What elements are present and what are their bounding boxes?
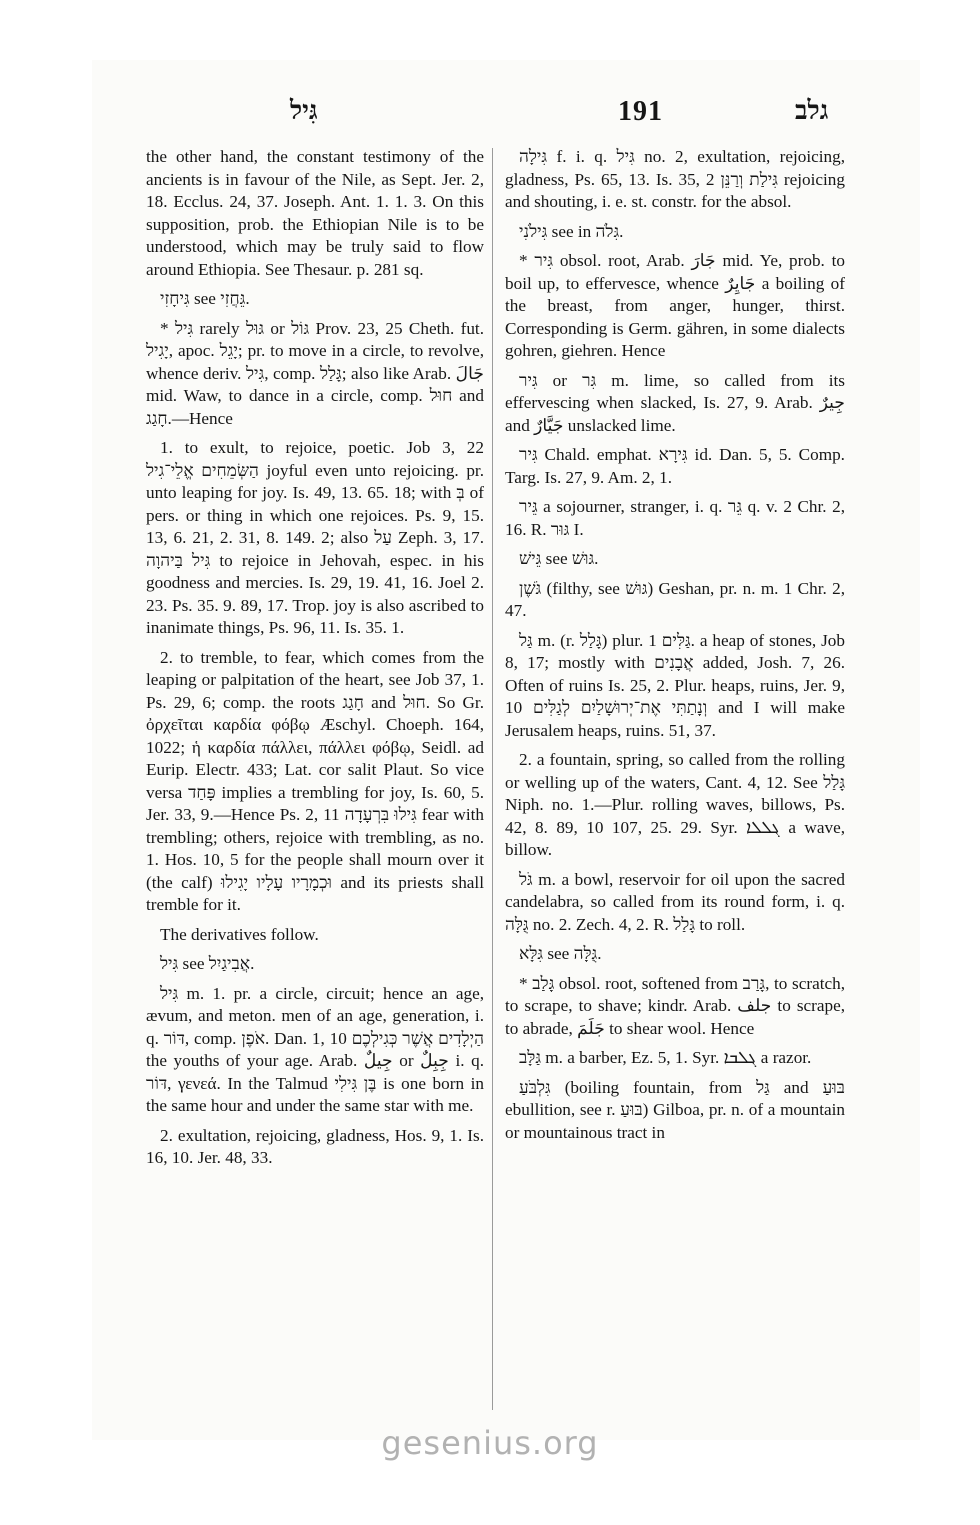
entry-paragraph: גִּיל see אֲבִיגַיִל. bbox=[160, 954, 255, 973]
entry-paragraph: גִּילֹנִי see in גִּלֹה. bbox=[519, 221, 624, 241]
entry-paragraph: גֹּל m. a bowl, reservoir for oil upon the sacred candelabra, so called from its round form, i. q. גֻּלָּה no. 2. Zech. 4, 2. R. גָּלַל to roll. bbox=[505, 869, 845, 934]
entry-paragraph: גַּל m. (r. גָּלַל) plur. גַּלִּים 1. a heap of stones, Job 8, 17; mostly with אֲבָנִים added, Josh. 7, 26. Often of ruins Is. 25, 2. Plur. heaps, ruins, Jer. 9, 10 וְנָתַתִּי אֶת־יְרוּשָׁלַיִם לְגַלִּים and I will make Jerusalem heaps, ruins. 51, 37. bbox=[505, 630, 845, 740]
running-header bbox=[140, 96, 840, 136]
entry-paragraph: 2. exultation, rejoicing, gladness, Hos. 9, 1. Is. 16, 10. Jer. 48, 33. bbox=[146, 1125, 484, 1167]
page-number: 191 bbox=[618, 96, 663, 127]
column-divider bbox=[492, 148, 493, 1410]
entry-paragraph: גִּיר Chald. emphat. גִּירָא id. Dan. 5, 5. Comp. Targ. Is. 27, 9. Am. 2, 1. bbox=[505, 445, 845, 487]
entry-paragraph: גֹּשֶׁן (filthy, see גּוּשׁ) Geshan, pr. n. m. 1 Chr. 2, 47. bbox=[505, 578, 845, 620]
entry-paragraph: * גָּלַב obsol. root, softened from גָּרַב, to scratch, to scrape, to shave; kindr. Arab. جلف to scrape, to abrade, جَلَمَ to shear wool. Hence bbox=[505, 973, 845, 1038]
entry-paragraph: גִּיל m. 1. pr. a circle, circuit; hence an age, ævum, and meton. men of an age, generation, i. q. דּוֹר, comp. אֹפֶן. Dan. 1, 10 הַיְלָדִים אֲשֶׁר כְּגִילְכֶם the youths of your age. Arab. جِيلٌ or جِبِلٌ i. q. דּוֹר, γενεά. In the Talmud בֶּן גִּילִי is one born in the same hour and under the same star with me. bbox=[146, 983, 484, 1115]
entry-paragraph: 2. a fountain, spring, so called from the rolling or welling up of the waters, Cant. 4, 12. See גָּלַל Niph. no. 1.—Plur. rolling waves, billows, Ps. 42, 8. 89, 10 107, 25. 29. Syr. ܓܠܠܐ a wave, billow. bbox=[505, 750, 845, 859]
entry-paragraph: 1. to exult, to rejoice, poetic. Job 3, 22 הַשְּׂמֵחִים אֱלֵי־גִיל joyful even unto rejoicing. pr. unto leaping for joy. Is. 49, 13. 65. 18; with בְּ of pers. or thing in which one rejoices. Ps. 9, 15. 13, 6. 21, 2. 31, 8. 149. 2; also עַל Zeph. 3, 17. גִּיל בַּיהוָה to rejoice in Jehovah, espec. in his goodness and mercies. Is. 29, 19. 41, 16. Joel 2. 23. Ps. 35. 9. 89, 17. Trop. joy is also ascribed to inanimate things, Ps. 96, 11. Is. 35. 1. bbox=[146, 438, 484, 637]
entry-paragraph: גֵּיר a sojourner, stranger, i. q. גֵּר q. v. 2 Chr. 2, 16. R. גּוּר I. bbox=[505, 497, 845, 539]
entry-paragraph: the other hand, the constant testimony of the ancients is in favour of the Nile, as Sept. Jer. 2, 18. Ecclus. 24, 37. Joseph. Ant. 1. 1. 3. On this supposition, prob. the Ethiopian Nile is to be understood, which may be truly said to flow around Ethiopia. See Thesaur. p. 281 sq. bbox=[146, 147, 484, 279]
entry-paragraph: גִּיר or גִּר m. lime, so called from its effervescing when slacked, Is. 27, 9. Arab. جِيرٌ and جَيَّارٌ unslacked lime. bbox=[505, 370, 845, 435]
entry-paragraph: * גִּיר obsol. root, Arab. جَارَ mid. Ye, prob. to boil up, to effervesce, whence جَايِرٌ a boiling of the breast, from anger, hunger, thirst. Corresponding is Germ. gähren, in some dialects gohren, giehren. Hence bbox=[505, 251, 845, 360]
entry-paragraph: גִּילָה f. i. q. גִּיל no. 2, exultation, rejoicing, gladness, Ps. 65, 13. Is. 35, 2 גִּילַת וְרַנֵּן rejoicing and shouting, i. e. st. constr. for the absol. bbox=[505, 147, 845, 211]
entry-paragraph: 2. to tremble, to fear, which comes from the leaping or palpitation of the heart, see Job 37, 1. Ps. 29, 6; comp. the roots חָגַג and חוּל. So Gr. ὀρχεῖται καρδία φόβῳ Æschyl. Choeph. 164, 1022; ἡ καρδία πάλλει, πάλλει φόβῳ, Seidl. ad Eurip. Electr. 433; Lat. cor salit Plaut. So vice versa פָּחַד implies a trembling for joy, Is. 60, 5. Jer. 33, 9.—Hence Ps. 2, 11 גִּילוּ בִּרְעָדָה fear with trembling; others, rejoice with trembling, as no. 1. Hos. 10, 5 for the people shall mourn over it (the calf) וּכְמָרָיו עָלָיו יָגִילוּ and its priests shall tremble for it. bbox=[146, 647, 484, 914]
entry-paragraph: גַּלָּב m. a barber, Ez. 5, 1. Syr. ܓܠܒܐ a razor. bbox=[519, 1048, 812, 1067]
entry-paragraph: גֵּישׁ see גּוּשׁ. bbox=[519, 549, 599, 568]
entry-paragraph: * גִּיל rarely גּוּל or גּוֹל Prov. 23, 25 Cheth. fut. יָגִיל, apoc. יָגֵל; pr. to move in a circle, to revolve, whence deriv. גִּיל, comp. גָּלַל; also like Arab. جَالَ mid. Waw, to dance in a circle, comp. חוּל and חָגַג.—Hence bbox=[146, 318, 484, 428]
entry-paragraph: The derivatives follow. bbox=[160, 924, 319, 944]
site-watermark: gesenius.org bbox=[381, 1424, 599, 1462]
entry-paragraph: גִּלְבֹּעַ (boiling fountain, from גַּל and בּוּעַ ebullition, see r. בּוּעַ) Gilboa, pr. n. of a mountain or mountainous tract in bbox=[505, 1077, 845, 1142]
entry-paragraph: גִּיחָזִי see גֵּחֲזִי. bbox=[160, 289, 250, 308]
right-column bbox=[505, 146, 845, 1408]
left-column bbox=[146, 146, 484, 1408]
entry-paragraph: גִּלָּא see גֻּלָּה. bbox=[519, 944, 602, 963]
right-guide-word: גלב bbox=[795, 96, 829, 126]
left-guide-word: גִּיל bbox=[290, 96, 318, 126]
